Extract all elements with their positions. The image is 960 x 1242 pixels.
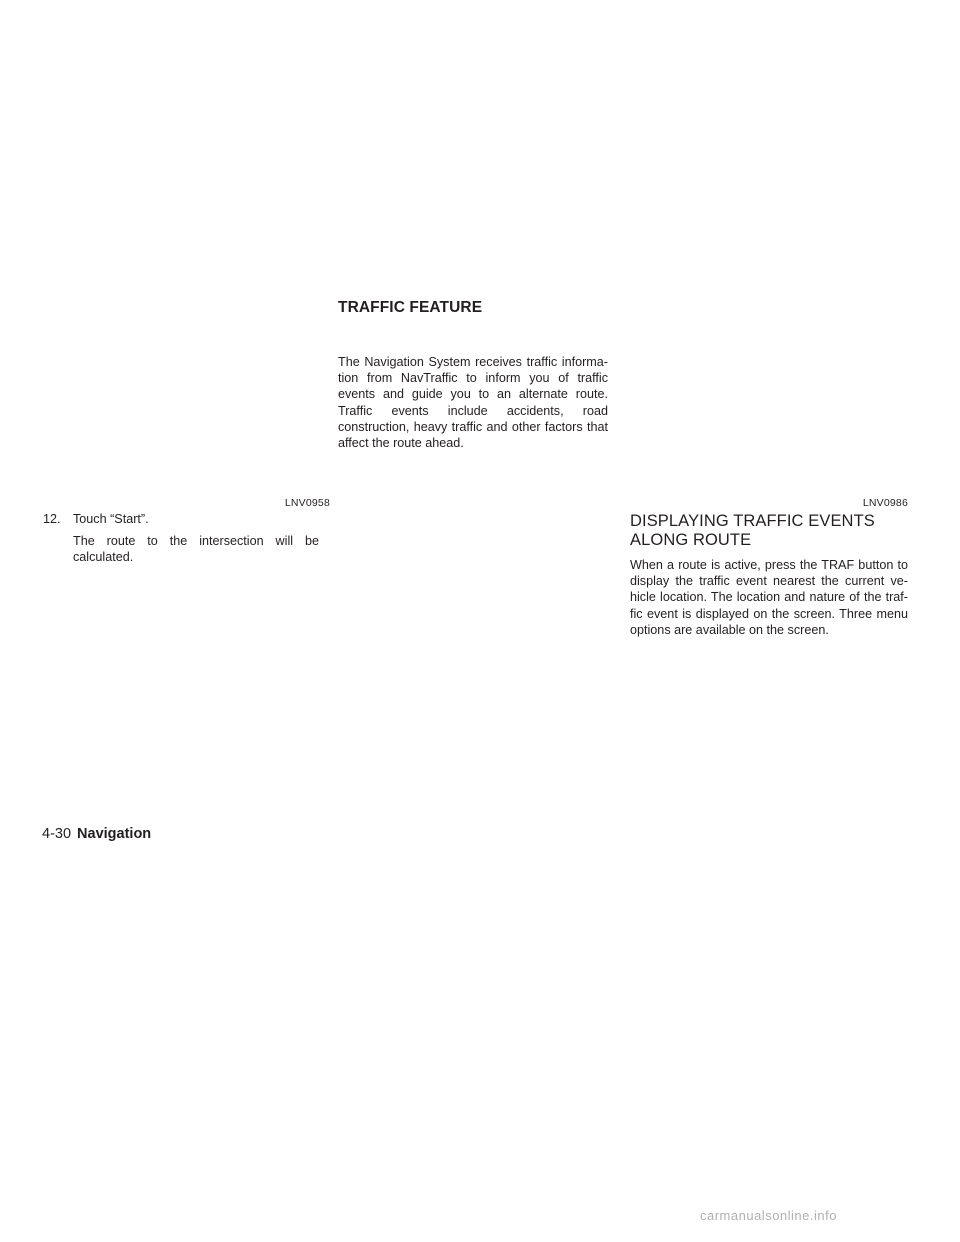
- intro-paragraph: The Navigation System receives traffic informa-tion from NavTraffic to inform you of traffic events and guide you to an alternate route. Traffic events include accidents, road construction, heavy traffic and other factors that affect the route ahead.: [338, 355, 608, 451]
- step-detail: The route to the intersection will be calculated.: [73, 534, 319, 565]
- figure-code-left: LNV0958: [284, 497, 330, 509]
- section-title: TRAFFIC FEATURE: [338, 299, 483, 316]
- step-item: [43, 511, 319, 566]
- step-number: 12.: [43, 512, 61, 526]
- subsection-paragraph: When a route is active, press the TRAF button to display the traffic event nearest the current ve-hicle location. The location and nature of the traf-fic event is displayed on the screen. Three menu options are available on the screen.: [630, 558, 908, 637]
- page-number: 4-30: [42, 826, 72, 842]
- page-footer: [42, 826, 151, 842]
- site-watermark[interactable]: carmanualsonline.info: [700, 1208, 837, 1223]
- subsection-title-line1: DISPLAYING TRAFFIC EVENTS: [630, 512, 875, 530]
- chapter-name: Navigation: [77, 826, 152, 842]
- subsection-title-line2: ALONG ROUTE: [630, 530, 752, 549]
- step-instruction: Touch “Start”.: [73, 512, 149, 526]
- figure-code-right: LNV0986: [862, 497, 908, 509]
- subsection-title: [630, 512, 875, 549]
